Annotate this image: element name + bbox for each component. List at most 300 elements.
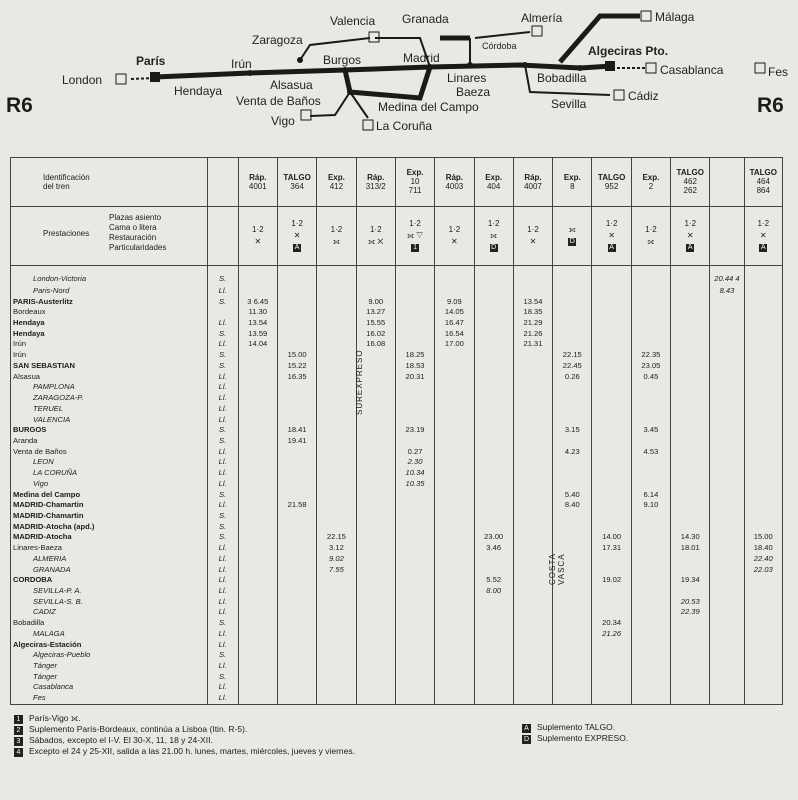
train-services-5 [435, 206, 474, 266]
station-name: SAN SEBASTIAN [11, 361, 208, 372]
arr-dep-flag: Ll. [207, 479, 238, 490]
train-number: 2 [648, 181, 654, 191]
time-cell [592, 661, 631, 672]
time-cell [592, 586, 631, 597]
time-cell [395, 586, 434, 597]
time-cell: 16.35 [277, 372, 316, 383]
time-cell [356, 532, 395, 543]
time-cell [744, 318, 782, 329]
station-name: MADRID-Atocha (apd.) [11, 522, 208, 533]
time-cell [513, 372, 552, 383]
time-cell: 20.34 [592, 618, 631, 629]
time-cell [671, 682, 710, 693]
train-type: TALGO [749, 168, 777, 178]
train-type: Exp. [642, 172, 660, 182]
time-cell: 6.14 [631, 490, 670, 501]
table-row [11, 522, 783, 533]
time-cell [744, 672, 782, 683]
footnote-text: Suplemento París-Bordeaux, continúa a Lisboa (Itin. R-5). [29, 724, 248, 734]
time-cell: 19.41 [277, 436, 316, 447]
time-cell [710, 372, 744, 383]
arr-dep-flag: Ll. [207, 382, 238, 393]
time-cell [277, 629, 316, 640]
train-id-row [11, 158, 783, 207]
time-cell [744, 329, 782, 340]
time-cell [317, 329, 356, 340]
time-cell [513, 640, 552, 651]
arr-dep-flag: S. [207, 618, 238, 629]
time-cell [435, 682, 474, 693]
train-number: 364 [290, 181, 304, 191]
map-city-alsasua: Alsasua [270, 78, 313, 92]
train-number: 952 [604, 181, 619, 191]
train-header-10 [631, 158, 670, 207]
service-icon: ✕ [759, 230, 767, 240]
map-city-vigo: Vigo [271, 114, 295, 128]
time-cell [553, 415, 592, 426]
train-services-0 [238, 206, 277, 266]
time-cell [356, 436, 395, 447]
station-name: LA CORUÑA [11, 468, 208, 479]
time-cell: 13.59 [238, 329, 277, 340]
time-cell [277, 607, 316, 618]
time-cell [474, 447, 513, 458]
service-icon: ✕ [451, 236, 458, 246]
time-cell [553, 436, 592, 447]
time-cell [317, 500, 356, 511]
train-header-3 [356, 158, 395, 207]
time-cell [435, 490, 474, 501]
note-badge: A [760, 243, 766, 251]
arr-dep-flag: Ll. [207, 372, 238, 383]
time-cell [744, 297, 782, 308]
timetable [10, 157, 783, 705]
time-cell [317, 266, 356, 286]
time-cell [631, 682, 670, 693]
arr-dep-flag: S. [207, 490, 238, 501]
time-cell [553, 382, 592, 393]
time-cell [513, 350, 552, 361]
time-cell [671, 522, 710, 533]
time-cell [277, 339, 316, 350]
note-badge: D [491, 243, 497, 251]
time-cell [631, 382, 670, 393]
service-icon: ✕ [608, 230, 615, 240]
footnotes-left [14, 713, 534, 757]
time-cell [395, 393, 434, 404]
time-cell [744, 436, 782, 447]
station-name: GRANADA [11, 565, 208, 576]
arr-dep-flag: Ll. [207, 286, 238, 297]
time-cell [671, 693, 710, 704]
time-cell [744, 682, 782, 693]
train-header-6 [474, 158, 513, 207]
prest-item-sleeper: Cama o litera [109, 222, 157, 232]
time-cell [513, 543, 552, 554]
time-cell [435, 286, 474, 297]
station-name: Bordeaux [11, 307, 208, 318]
time-cell: 11.30 [238, 307, 277, 318]
time-cell [513, 554, 552, 565]
time-cell [744, 307, 782, 318]
time-cell: 15.00 [744, 532, 782, 543]
table-row [11, 618, 783, 629]
time-cell [317, 339, 356, 350]
station-name: CADIZ [11, 607, 208, 618]
time-cell [356, 457, 395, 468]
time-cell: 5.52 [474, 575, 513, 586]
time-cell [710, 350, 744, 361]
time-cell [356, 511, 395, 522]
time-cell: 8.43 [710, 286, 744, 297]
time-cell [592, 361, 631, 372]
train-number: 412 [329, 181, 344, 191]
time-cell: 14.05 [435, 307, 474, 318]
time-cell [710, 618, 744, 629]
train-header-1 [277, 158, 316, 207]
table-row [11, 307, 783, 318]
table-row [11, 500, 783, 511]
time-cell: 21.26 [513, 329, 552, 340]
time-cell [710, 382, 744, 393]
train-number: 4003 [445, 181, 464, 191]
time-cell [238, 479, 277, 490]
table-row [11, 554, 783, 565]
table-row [11, 468, 783, 479]
time-cell [474, 565, 513, 576]
time-cell: 0.27 [395, 447, 434, 458]
time-cell: 9.09 [435, 297, 474, 308]
note-badge: A [609, 243, 614, 251]
time-cell [474, 393, 513, 404]
arr-dep-flag: S. [207, 511, 238, 522]
arr-dep-flag: S. [207, 650, 238, 661]
time-cell [631, 554, 670, 565]
time-cell [592, 554, 631, 565]
station-name: Alsasua [11, 372, 208, 383]
station-name: Bobadilla [11, 618, 208, 629]
time-cell: 7.55 [317, 565, 356, 576]
prestaciones-label: Prestaciones [43, 228, 90, 238]
class-label: 1·2 [448, 224, 461, 234]
time-cell [710, 607, 744, 618]
time-cell [631, 661, 670, 672]
time-cell [356, 607, 395, 618]
time-cell [277, 618, 316, 629]
table-row [11, 672, 783, 683]
map-city-malaga: Málaga [655, 10, 695, 24]
time-cell [356, 650, 395, 661]
time-cell [435, 393, 474, 404]
time-cell [395, 565, 434, 576]
time-cell [631, 693, 670, 704]
time-cell [631, 532, 670, 543]
arr-dep-flag [207, 307, 238, 318]
time-cell [631, 436, 670, 447]
time-cell [474, 339, 513, 350]
time-cell [238, 532, 277, 543]
time-cell [592, 339, 631, 350]
map-city-cordoba: Córdoba [482, 41, 517, 51]
time-cell [513, 693, 552, 704]
time-cell [435, 618, 474, 629]
time-cell: 10.34 [395, 468, 434, 479]
time-cell [592, 350, 631, 361]
footnote-mark: A [522, 724, 531, 733]
time-cell [553, 629, 592, 640]
service-icon: ⟗ [568, 224, 576, 234]
time-cell [631, 640, 670, 651]
time-cell [238, 607, 277, 618]
time-cell [671, 640, 710, 651]
table-row [11, 511, 783, 522]
arr-dep-flag: S. [207, 425, 238, 436]
time-cell [592, 522, 631, 533]
footnote-text: Sábados, excepto el I-V. El 30-X, 11, 18 y 24-XII. [29, 735, 213, 745]
time-cell: 18.41 [277, 425, 316, 436]
time-cell [474, 672, 513, 683]
time-cell: 8.40 [553, 500, 592, 511]
time-cell: 3.12 [317, 543, 356, 554]
time-cell [744, 361, 782, 372]
time-cell [317, 640, 356, 651]
time-cell [710, 457, 744, 468]
time-cell: 15.00 [277, 350, 316, 361]
time-cell: 18.40 [744, 543, 782, 554]
time-cell [631, 297, 670, 308]
map-city-fes: Fes [768, 65, 789, 79]
time-cell: 22.15 [317, 532, 356, 543]
class-label: 1·2 [684, 218, 697, 228]
time-cell [238, 372, 277, 383]
time-cell [238, 511, 277, 522]
time-cell [671, 266, 710, 286]
time-cell [631, 672, 670, 683]
footnote [14, 746, 534, 757]
station-name: Linares-Baeza [11, 543, 208, 554]
time-cell [395, 650, 434, 661]
time-cell [513, 266, 552, 286]
time-cell: 13.54 [238, 318, 277, 329]
time-cell [631, 318, 670, 329]
time-cell [671, 629, 710, 640]
time-cell [474, 361, 513, 372]
time-cell [671, 468, 710, 479]
time-cell: 17.00 [435, 339, 474, 350]
time-cell [277, 297, 316, 308]
time-cell [671, 500, 710, 511]
arr-dep-flag: Ll. [207, 468, 238, 479]
train-header-13 [744, 158, 782, 207]
time-cell [744, 490, 782, 501]
time-cell [631, 457, 670, 468]
table-row [11, 682, 783, 693]
time-cell [710, 404, 744, 415]
time-cell [671, 382, 710, 393]
time-cell [513, 361, 552, 372]
time-cell [592, 415, 631, 426]
time-cell [631, 415, 670, 426]
station-name: ALMERIA [11, 554, 208, 565]
time-cell [317, 693, 356, 704]
time-cell [356, 415, 395, 426]
map-city-medina: Medina del Campo [378, 100, 479, 114]
time-cell [277, 586, 316, 597]
train-type: TALGO [283, 172, 311, 182]
time-cell [317, 661, 356, 672]
train-services-6 [474, 206, 513, 266]
time-cell [356, 522, 395, 533]
train-type: Ráp. [524, 172, 542, 182]
train-header-0 [238, 158, 277, 207]
time-cell [238, 490, 277, 501]
arr-dep-flag: Ll. [207, 457, 238, 468]
time-cell [238, 586, 277, 597]
time-cell [592, 318, 631, 329]
time-cell [395, 415, 434, 426]
time-cell [317, 447, 356, 458]
time-cell [317, 361, 356, 372]
time-cell: 0.26 [553, 372, 592, 383]
footnote [14, 713, 534, 724]
time-cell [553, 640, 592, 651]
time-cell [744, 350, 782, 361]
station-name: TERUEL [11, 404, 208, 415]
arr-dep-flag: S. [207, 672, 238, 683]
time-cell [435, 266, 474, 286]
time-cell [238, 661, 277, 672]
table-row [11, 425, 783, 436]
time-cell [513, 511, 552, 522]
time-cell [395, 693, 434, 704]
station-name: CORDOBA [11, 575, 208, 586]
time-cell [474, 479, 513, 490]
time-cell [592, 266, 631, 286]
footnote [14, 735, 534, 746]
time-cell [631, 339, 670, 350]
time-cell: 18.25 [395, 350, 434, 361]
table-row [11, 361, 783, 372]
table-row [11, 543, 783, 554]
time-cell [474, 490, 513, 501]
table-row [11, 565, 783, 576]
time-cell: 0.45 [631, 372, 670, 383]
time-cell [277, 415, 316, 426]
time-cell [513, 661, 552, 672]
time-cell [592, 682, 631, 693]
time-cell [592, 640, 631, 651]
time-cell: 15.55 [356, 318, 395, 329]
station-name: ZARAGOZA-P. [11, 393, 208, 404]
time-cell [671, 511, 710, 522]
footnote [522, 722, 782, 733]
train-header-7 [513, 158, 552, 207]
time-cell [356, 640, 395, 651]
time-cell [710, 307, 744, 318]
time-cell [631, 607, 670, 618]
time-cell [513, 457, 552, 468]
time-cell [474, 661, 513, 672]
time-cell [356, 618, 395, 629]
class-label: 1·2 [409, 218, 421, 228]
train-header-4 [395, 158, 434, 207]
time-cell [671, 618, 710, 629]
time-cell [435, 479, 474, 490]
map-city-linares: Linares [447, 71, 487, 85]
note-badge: A [294, 243, 300, 251]
time-cell [671, 372, 710, 383]
footnote-text: Suplemento TALGO. [537, 722, 616, 732]
time-cell: 4.53 [631, 447, 670, 458]
time-cell [710, 468, 744, 479]
time-cell [277, 404, 316, 415]
time-cell [474, 350, 513, 361]
time-cell [277, 682, 316, 693]
time-cell [238, 436, 277, 447]
time-cell [277, 672, 316, 683]
time-cell [238, 447, 277, 458]
train-number: 462 262 [683, 177, 697, 196]
table-row [11, 436, 783, 447]
time-cell [474, 693, 513, 704]
train-services-4 [395, 206, 434, 266]
note-badge: A [687, 243, 693, 251]
note-badge: D [569, 237, 575, 245]
arr-dep-flag: Ll. [207, 318, 238, 329]
time-cell [710, 490, 744, 501]
train-number: 4001 [248, 181, 267, 191]
train-services-1 [277, 206, 316, 266]
arr-dep-flag: Ll. [207, 629, 238, 640]
train-number: 404 [486, 181, 501, 191]
time-cell [513, 415, 552, 426]
train-type: Ráp. [249, 172, 267, 182]
time-cell [277, 329, 316, 340]
time-cell [710, 500, 744, 511]
prest-item-seats: Plazas asiento [109, 212, 162, 222]
time-cell [395, 511, 434, 522]
time-cell [238, 393, 277, 404]
time-cell [553, 266, 592, 286]
time-cell [671, 447, 710, 458]
time-cell: 19.02 [592, 575, 631, 586]
time-cell [435, 640, 474, 651]
time-cell: 23.05 [631, 361, 670, 372]
time-cell: 20.53 [671, 597, 710, 608]
time-cell [395, 286, 434, 297]
time-cell [277, 286, 316, 297]
table-row [11, 415, 783, 426]
footnote-text: Suplemento EXPRESO. [537, 733, 629, 743]
time-cell [710, 511, 744, 522]
time-cell [671, 650, 710, 661]
service-icon: ✕ [686, 230, 694, 240]
time-cell [710, 682, 744, 693]
time-cell [513, 532, 552, 543]
time-cell [435, 607, 474, 618]
arr-dep-flag: Ll. [207, 447, 238, 458]
time-cell [513, 425, 552, 436]
time-cell: 3.15 [553, 425, 592, 436]
time-cell [710, 339, 744, 350]
time-cell [435, 554, 474, 565]
time-cell: 3.46 [474, 543, 513, 554]
time-cell [553, 457, 592, 468]
time-cell: 13.54 [513, 297, 552, 308]
time-cell [395, 532, 434, 543]
service-icon: ⟗ [647, 236, 655, 246]
time-cell [553, 404, 592, 415]
